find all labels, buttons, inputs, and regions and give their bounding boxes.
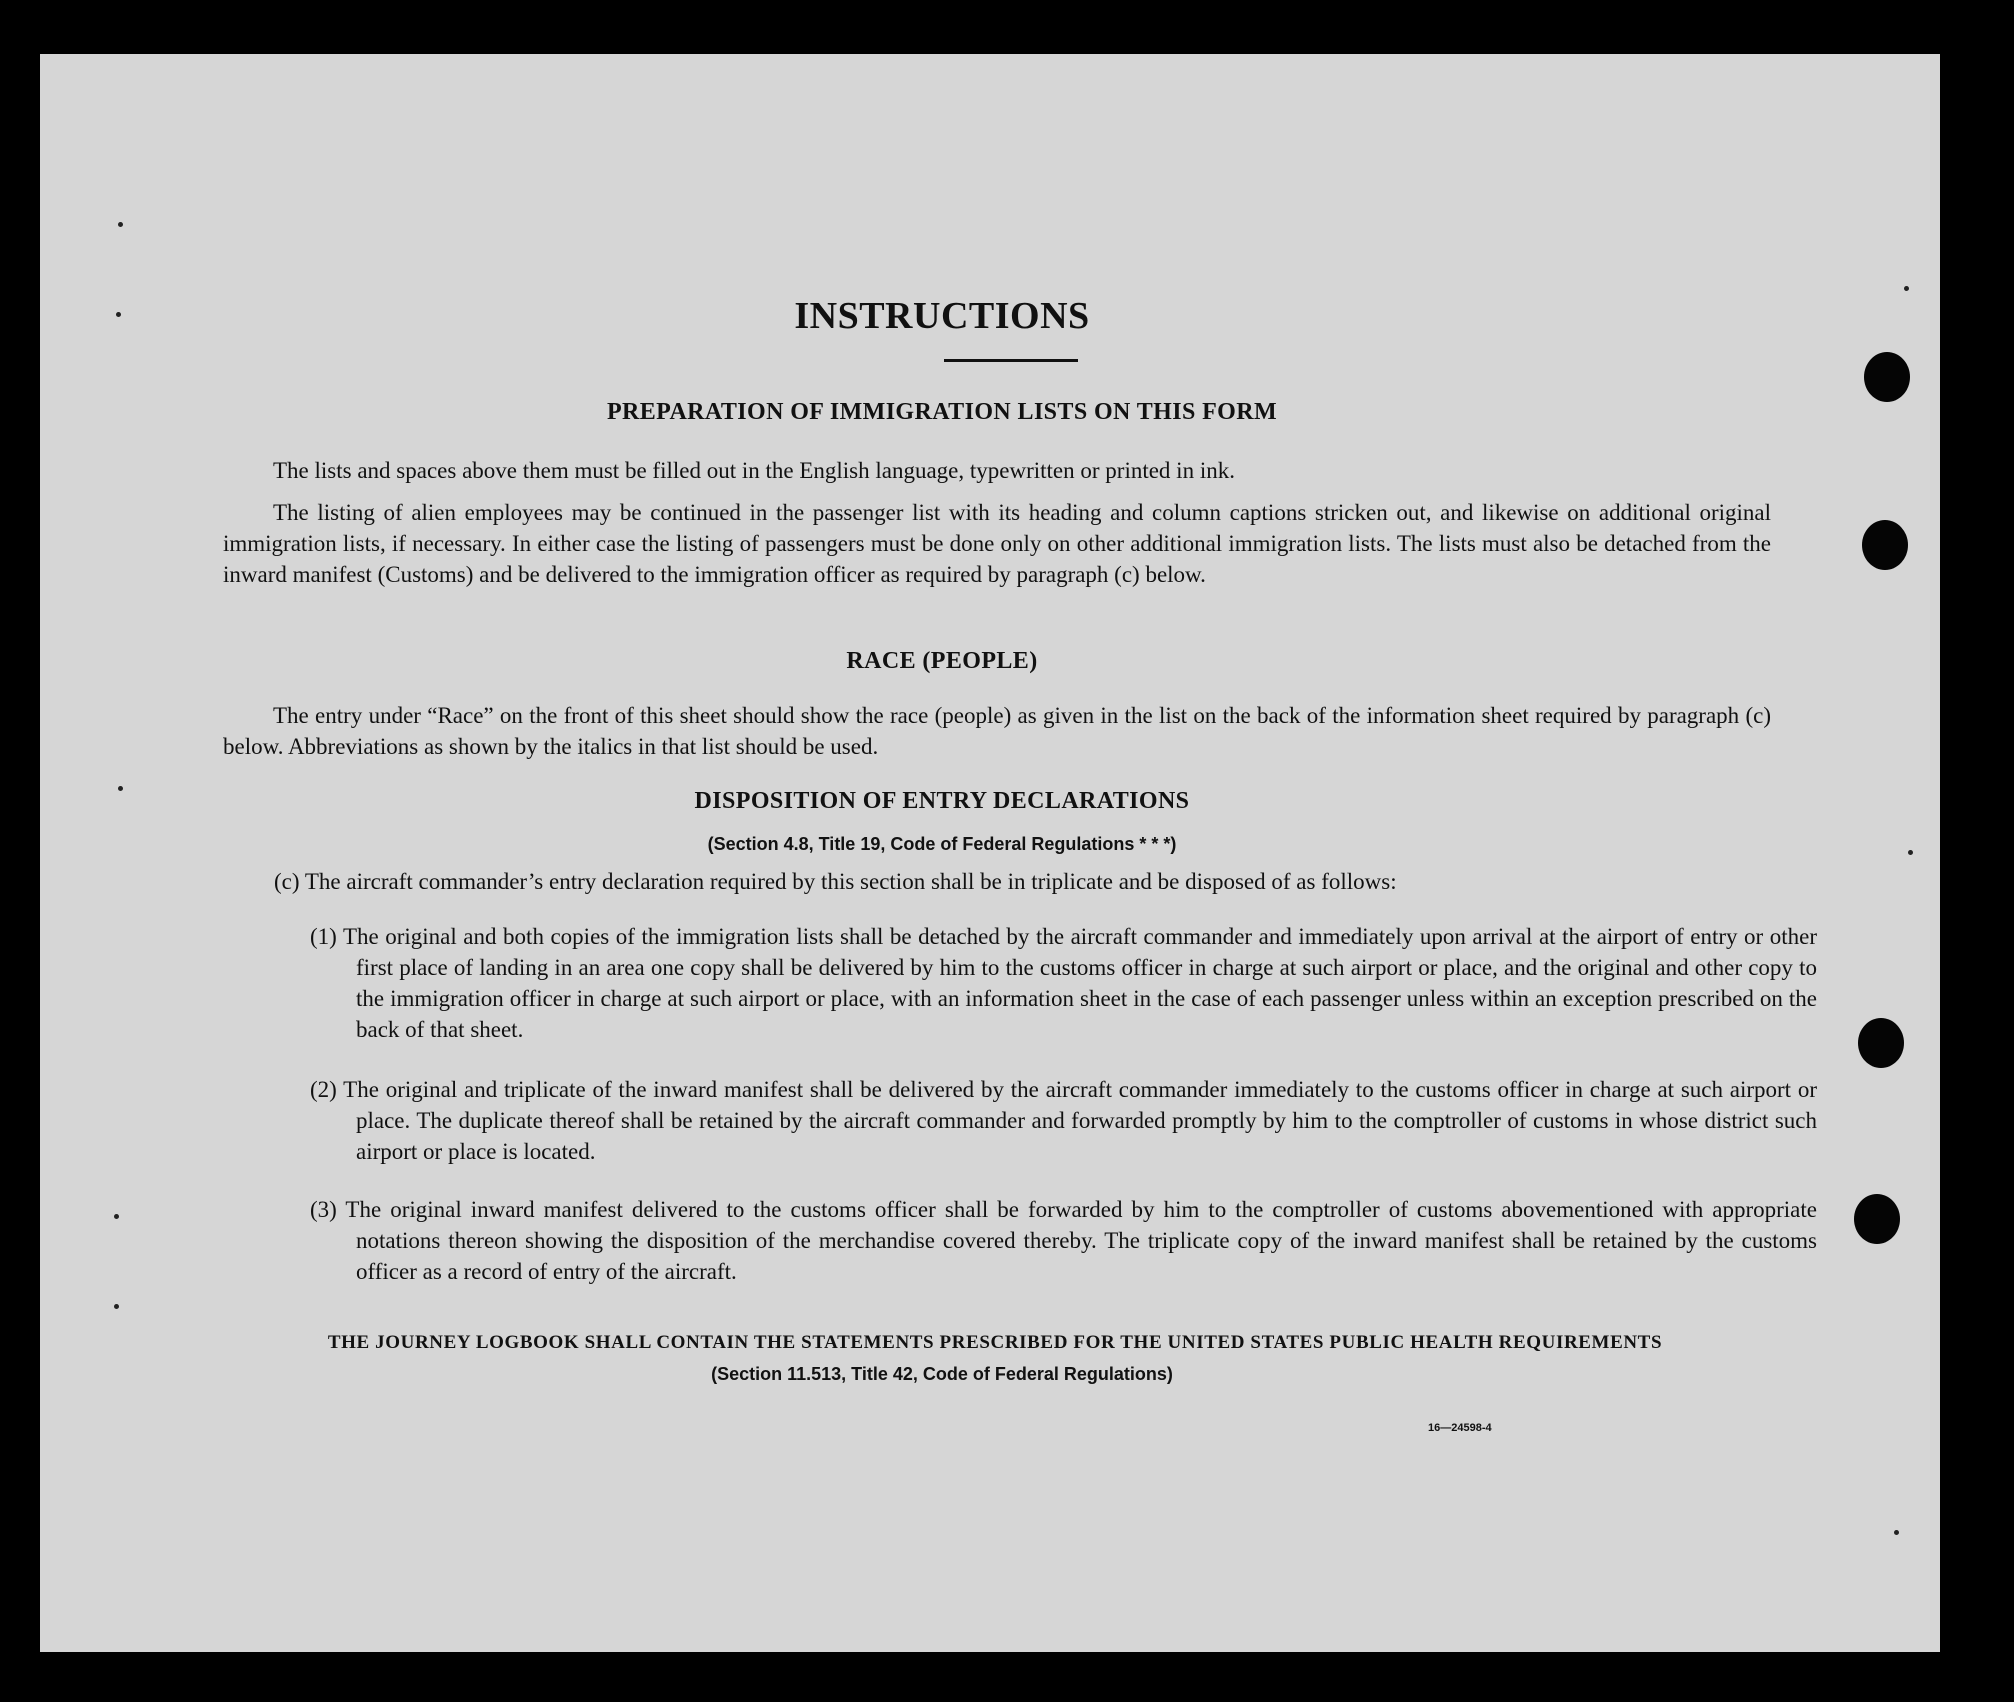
document-page <box>40 54 1940 1652</box>
speck <box>114 1304 119 1309</box>
form-number: 16—24598-4 <box>1428 1422 1492 1434</box>
preparation-paragraph-1: The lists and spaces above them must be filled out in the English language, typewritten or printed in ink. <box>273 458 1235 483</box>
race-paragraph: The entry under “Race” on the front of this sheet should show the race (people) as given in the list on the back of the information sheet required by paragraph (c) below. Abbreviations as shown by the italics in that list should be used. <box>223 703 1771 759</box>
punch-hole-4 <box>1854 1194 1900 1244</box>
speck <box>1908 850 1913 855</box>
speck <box>1894 1530 1899 1535</box>
disposition-heading: DISPOSITION OF ENTRY DECLARATIONS <box>694 788 1190 814</box>
preparation-heading: PREPARATION OF IMMIGRATION LISTS ON THIS FORM <box>606 399 1278 425</box>
speck <box>1904 286 1909 291</box>
page-title: INSTRUCTIONS <box>794 295 1090 337</box>
title-underline <box>944 359 1078 362</box>
health-statement: THE JOURNEY LOGBOOK SHALL CONTAIN THE STATEMENTS PRESCRIBED FOR THE UNITED STATES PUBLIC HEALTH REQUIREMENTS <box>327 1332 1663 1353</box>
disposition-item-2: (2) The original and triplicate of the inward manifest shall be delivered by the aircraft commander immediately to the customs officer in charge at such airport or place. The duplicate thereof shall be retained by the aircraft commander and forwarded promptly by him to the comptroller of customs in whose district such airport or place is located. <box>310 1077 1817 1164</box>
speck <box>118 222 123 227</box>
preparation-paragraph-2: The listing of alien employees may be continued in the passenger list with its heading and column captions stricken out, and likewise on additional original immigration lists, if necessary. In either case the listing of passengers must be done only on other additional immigration lists. The lists must also be detached from the inward manifest (Customs) and be delivered to the immigration officer as required by paragraph (c) below. <box>223 500 1771 587</box>
punch-hole-1 <box>1864 352 1910 402</box>
disposition-citation: (Section 4.8, Title 19, Code of Federal Regulations * * *) <box>707 834 1177 854</box>
speck <box>114 1214 119 1219</box>
race-heading: RACE (PEOPLE) <box>846 648 1038 674</box>
punch-hole-2 <box>1862 520 1908 570</box>
disposition-item-1: (1) The original and both copies of the immigration lists shall be detached by the aircraft commander and immediately upon arrival at the airport of entry or other first place of landing in an area one copy shall be delivered by him to the customs officer in charge at such airport or place, and the original and other copy to the immigration officer in charge at such airport or place, with an information sheet in the case of each passenger unless within an exception prescribed on the back of that sheet. <box>310 924 1817 1042</box>
disposition-item-3: (3) The original inward manifest delivered to the customs officer shall be forwarded by him to the comptroller of customs abovementioned with appropriate notations thereon showing the disposition of the merchandise covered thereby. The triplicate copy of the inward manifest shall be retained by the customs officer as a record of entry of the aircraft. <box>310 1197 1817 1284</box>
punch-hole-3 <box>1858 1018 1904 1068</box>
disposition-intro: (c) The aircraft commander’s entry declaration required by this section shall be in triplicate and be disposed of as follows: <box>274 869 1397 894</box>
health-citation: (Section 11.513, Title 42, Code of Federal Regulations) <box>711 1364 1173 1384</box>
